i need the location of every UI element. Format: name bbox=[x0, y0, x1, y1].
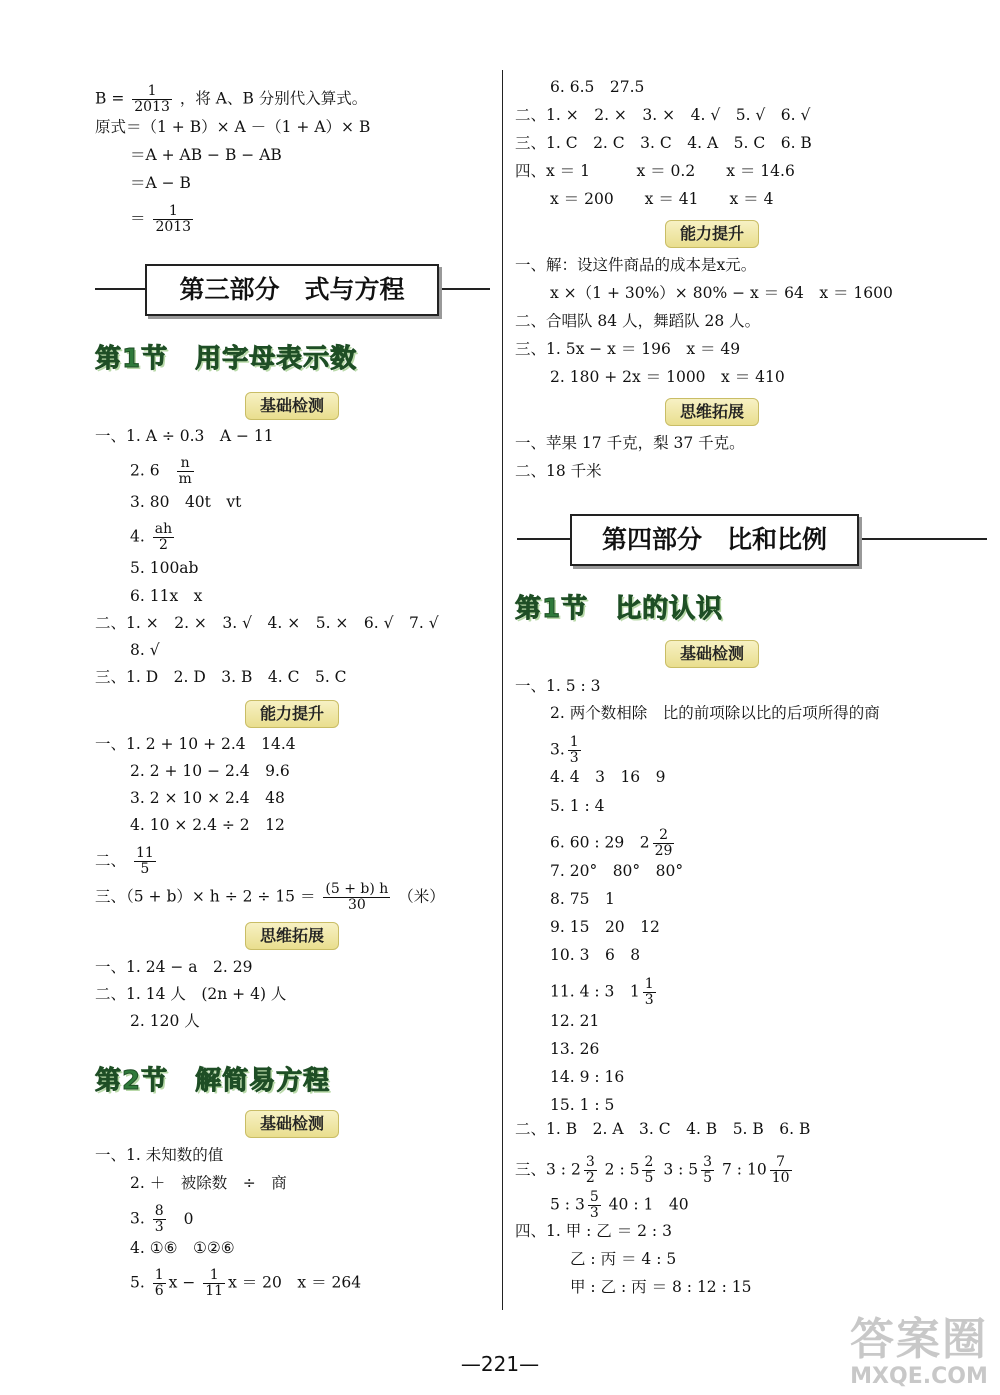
badge-basic-2: 基础检测 bbox=[245, 1110, 339, 1138]
answer-line: 一、1. 2 + 10 + 2.4 14.4 bbox=[95, 735, 296, 753]
answer-line: 三、1. 5x − x ＝ 196 x ＝ 49 bbox=[515, 340, 741, 358]
answer-line: 11. 4 : 3 1 $\frac{1}{3}$ bbox=[550, 976, 654, 1008]
answer-line: 三、3 : 2 $\frac{3}{2}$ 2 : 5 $\frac{2}{5}$ 3 : 5 $\frac{3}{5}$ 7 : 10 $\frac{7}{10}$ bbox=[515, 1154, 790, 1186]
answer-line: x ×（1 + 30%）× 80% − x ＝ 64 x ＝ 1600 bbox=[550, 284, 893, 302]
badge-ability-r: 能力提升 bbox=[665, 220, 759, 248]
answer-line: 4. 4 3 16 9 bbox=[550, 768, 666, 786]
answer-line: 2. 两个数相除 比的前项除以比的后项所得的商 bbox=[550, 704, 880, 722]
sec1-title: 第1节 用字母表示数 bbox=[95, 344, 358, 374]
answer-line: 三、（5 + b）× h ÷ 2 ÷ 15 ＝ $\frac{(5 + b) h}{30}$ （米） bbox=[95, 881, 445, 913]
answer-line: 一、1. 未知数的值 bbox=[95, 1146, 224, 1164]
answer-line: 一、解：设这件商品的成本是x元。 bbox=[515, 256, 757, 274]
answer-line: 三、1. D 2. D 3. B 4. C 5. C bbox=[95, 668, 347, 686]
answer-line: 3. $\frac{8}{3}$ 0 bbox=[130, 1203, 194, 1235]
answer-line: 12. 21 bbox=[550, 1012, 600, 1030]
answer-line: 一、苹果 17 千克，梨 37 千克。 bbox=[515, 434, 745, 452]
intro-line-4: ＝A − B bbox=[130, 174, 191, 192]
answer-line: 三、1. C 2. C 3. C 4. A 5. C 6. B bbox=[515, 134, 812, 152]
answer-line: 3. 80 40t vt bbox=[130, 493, 242, 511]
answer-line: 13. 26 bbox=[550, 1040, 600, 1058]
answer-line: 2. 120 人 bbox=[130, 1012, 200, 1030]
answer-line: 四、x ＝ 1 x ＝ 0.2 x ＝ 14.6 bbox=[515, 162, 795, 180]
answer-line: 7. 20° 80° 80° bbox=[550, 862, 684, 880]
badge-basic-1: 基础检测 bbox=[245, 392, 339, 420]
answer-line: 甲 : 乙 : 丙 ＝ 8 : 12 : 15 bbox=[570, 1278, 752, 1296]
answer-line: 3. $\frac{1}{3}$ bbox=[550, 734, 579, 766]
answer-line: 乙 : 丙 ＝ 4 : 5 bbox=[570, 1250, 677, 1268]
answer-line: 9. 15 20 12 bbox=[550, 918, 660, 936]
answer-line: 6. 60 : 29 2 $\frac{2}{29}$ bbox=[550, 827, 673, 859]
intro-line-2: 原式＝（1 + B）× A －（1 + A）× B bbox=[95, 118, 371, 136]
answer-line: 14. 9 : 16 bbox=[550, 1068, 625, 1086]
answer-line: 2. ＋ 被除数 ÷ 商 bbox=[130, 1174, 287, 1192]
answer-line: 5. 100ab bbox=[130, 559, 199, 577]
badge-basic-r: 基础检测 bbox=[665, 640, 759, 668]
answer-line: 4. ①⑥ ①②⑥ bbox=[130, 1239, 235, 1257]
answer-line: 2. 6 $\frac{n}{m}$ bbox=[130, 455, 192, 487]
answer-line: 5 : 3 $\frac{5}{3}$ 40 : 1 40 bbox=[550, 1189, 689, 1221]
answer-line: 8. √ bbox=[130, 641, 160, 659]
part4-title: 第四部分 比和比例 bbox=[570, 514, 859, 566]
answer-line: x ＝ 200 x ＝ 41 x ＝ 4 bbox=[550, 190, 774, 208]
answer-line: 二、1. 14 人 (2n + 4) 人 bbox=[95, 985, 287, 1003]
page-number: —221— bbox=[460, 1352, 540, 1376]
answer-line: 二、1. B 2. A 3. C 4. B 5. B 6. B bbox=[515, 1120, 811, 1138]
badge-thinking-1: 思维拓展 bbox=[245, 922, 339, 950]
answer-line: 3. 2 × 10 × 2.4 48 bbox=[130, 789, 285, 807]
badge-thinking-r: 思维拓展 bbox=[665, 398, 759, 426]
part3-title: 第三部分 式与方程 bbox=[145, 264, 439, 316]
intro-line-5: ＝ $\frac{1}{2013}$ bbox=[130, 203, 192, 235]
sec-ratio-title: 第1节 比的认识 bbox=[515, 594, 724, 624]
answer-line: 8. 75 1 bbox=[550, 890, 615, 908]
answer-line: 10. 3 6 8 bbox=[550, 946, 641, 964]
badge-ability-1: 能力提升 bbox=[245, 700, 339, 728]
watermark: 答案圈 MXQE.COM bbox=[850, 1314, 988, 1389]
answer-line: 二、1. × 2. × 3. × 4. √ 5. √ 6. √ bbox=[515, 106, 811, 124]
column-divider bbox=[502, 70, 503, 1310]
answer-line: 二、 $\frac{11}{5}$ bbox=[95, 845, 154, 877]
answer-line: 一、1. 5 : 3 bbox=[515, 677, 601, 695]
answer-line: 四、1. 甲 : 乙 ＝ 2 : 3 bbox=[515, 1222, 672, 1240]
answer-line: 6. 11x x bbox=[130, 587, 203, 605]
answer-line: 2. 180 + 2x ＝ 1000 x ＝ 410 bbox=[550, 368, 785, 386]
answer-line: 6. 6.5 27.5 bbox=[550, 78, 645, 96]
answer-line: 4. $\frac{ah}{2}$ bbox=[130, 521, 173, 553]
answer-line: 5. $\frac{1}{6}$ x − $\frac{1}{11}$ x ＝ 20 x ＝ 264 bbox=[130, 1267, 362, 1299]
answer-line: 2. 2 + 10 − 2.4 9.6 bbox=[130, 762, 290, 780]
sec2-title: 第2节 解简易方程 bbox=[95, 1066, 331, 1096]
answer-line: 一、1. A ÷ 0.3 A − 11 bbox=[95, 427, 274, 445]
answer-line: 二、18 千米 bbox=[515, 462, 602, 480]
intro-line-1: B = $\frac{1}{2013}$ ，将 A、B 分别代入算式。 bbox=[95, 83, 368, 115]
intro-line-3: ＝A + AB − B − AB bbox=[130, 146, 282, 164]
answer-line: 一、1. 24 − a 2. 29 bbox=[95, 958, 253, 976]
answer-line: 5. 1 : 4 bbox=[550, 797, 605, 815]
answer-line: 15. 1 : 5 bbox=[550, 1096, 615, 1114]
answer-line: 二、1. × 2. × 3. √ 4. × 5. × 6. √ 7. √ bbox=[95, 614, 439, 632]
answer-line: 4. 10 × 2.4 ÷ 2 12 bbox=[130, 816, 285, 834]
answer-line: 二、合唱队 84 人，舞蹈队 28 人。 bbox=[515, 312, 761, 330]
